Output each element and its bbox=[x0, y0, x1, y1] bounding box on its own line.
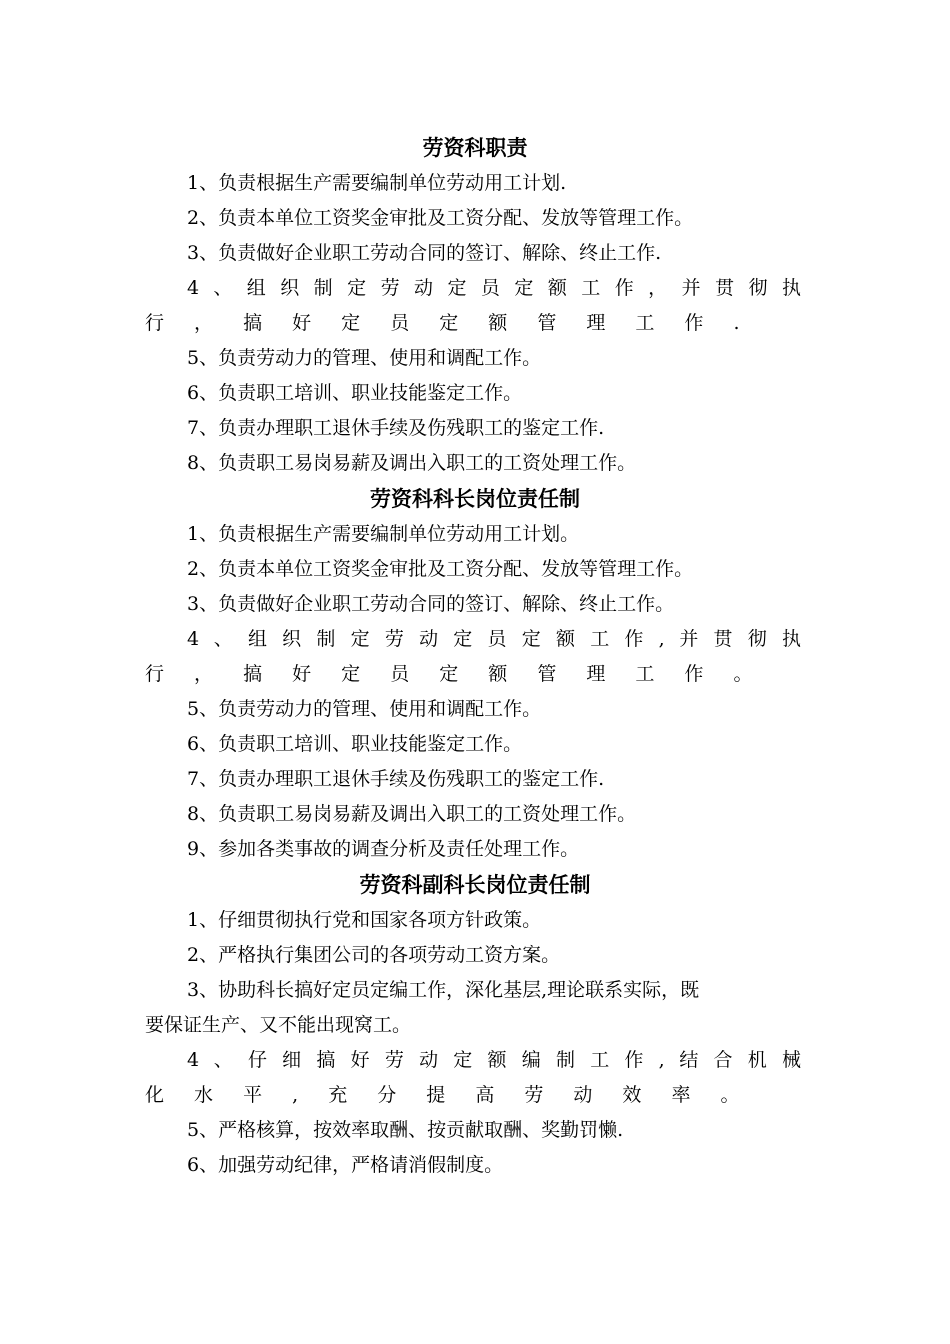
document-content bbox=[145, 130, 805, 1183]
list-item-line: 3、协助科长搞好定员定编工作，深化基层,理论联系实际，既 bbox=[187, 979, 700, 1001]
list-item: 3、负责做好企业职工劳动合同的签订、解除、终止工作. bbox=[187, 242, 662, 264]
list-item: 1、负责根据生产需要编制单位劳动用工计划. bbox=[187, 172, 567, 194]
list-item: 3、负责做好企业职工劳动合同的签订、解除、终止工作。 bbox=[187, 593, 675, 615]
list-item: 1、负责根据生产需要编制单位劳动用工计划。 bbox=[187, 523, 580, 545]
list-item: 5、严格核算，按效率取酬、按贡献取酬、奖勤罚懒. bbox=[187, 1119, 624, 1141]
list-item-line: 4 、 组 织 制 定 劳 动 定 员 定 额 工 作 , 并 贯 彻 执 bbox=[187, 628, 805, 650]
list-item: 9、参加各类事故的调查分析及责任处理工作。 bbox=[187, 838, 580, 860]
section-deputy-chief-responsibilities bbox=[145, 867, 805, 1183]
list-item: 5、负责劳动力的管理、使用和调配工作。 bbox=[187, 698, 542, 720]
list-item: 2、负责本单位工资奖金审批及工资分配、发放等管理工作。 bbox=[187, 558, 694, 580]
list-item: 6、负责职工培训、职业技能鉴定工作。 bbox=[187, 382, 523, 404]
section-title: 劳资科科长岗位责任制 bbox=[370, 487, 580, 511]
list-item: 7、负责办理职工退休手续及伤残职工的鉴定工作. bbox=[187, 417, 605, 439]
list-item bbox=[145, 973, 805, 1043]
section-section-chief-responsibilities bbox=[145, 481, 805, 867]
list-item: 8、负责职工易岗易薪及调出入职工的工资处理工作。 bbox=[187, 452, 637, 474]
section-title: 劳资科职责 bbox=[422, 136, 528, 160]
list-item-line: 4 、 组 织 制 定 劳 动 定 员 定 额 工 作 ， 并 贯 彻 执 bbox=[187, 277, 805, 299]
list-item bbox=[145, 271, 805, 341]
list-item: 6、加强劳动纪律，严格请消假制度。 bbox=[187, 1154, 504, 1176]
list-item-line: 化 水 平 , 充 分 提 高 劳 动 效 率 。 bbox=[145, 1084, 752, 1106]
section-labor-department-duties bbox=[145, 130, 805, 481]
list-item: 2、严格执行集团公司的各项劳动工资方案。 bbox=[187, 944, 561, 966]
list-item: 8、负责职工易岗易薪及调出入职工的工资处理工作。 bbox=[187, 803, 637, 825]
list-item-line: 行 ， 搞 好 定 员 定 额 管 理 工 作 。 bbox=[145, 663, 765, 685]
list-item bbox=[145, 622, 805, 692]
list-item: 6、负责职工培训、职业技能鉴定工作。 bbox=[187, 733, 523, 755]
list-item bbox=[145, 1043, 805, 1113]
list-item: 1、仔细贯彻执行党和国家各项方针政策。 bbox=[187, 909, 542, 931]
list-item-line: 要保证生产、又不能出现窝工。 bbox=[145, 1014, 412, 1036]
list-item-line: 4 、 仔 细 搞 好 劳 动 定 额 编 制 工 作 , 结 合 机 械 bbox=[187, 1049, 805, 1071]
list-item: 7、负责办理职工退休手续及伤残职工的鉴定工作. bbox=[187, 768, 605, 790]
section-title: 劳资科副科长岗位责任制 bbox=[359, 873, 591, 897]
list-item: 5、负责劳动力的管理、使用和调配工作。 bbox=[187, 347, 542, 369]
list-item-line: 行 ， 搞 好 定 员 定 额 管 理 工 作 . bbox=[145, 312, 752, 334]
list-item: 2、负责本单位工资奖金审批及工资分配、发放等管理工作。 bbox=[187, 207, 694, 229]
